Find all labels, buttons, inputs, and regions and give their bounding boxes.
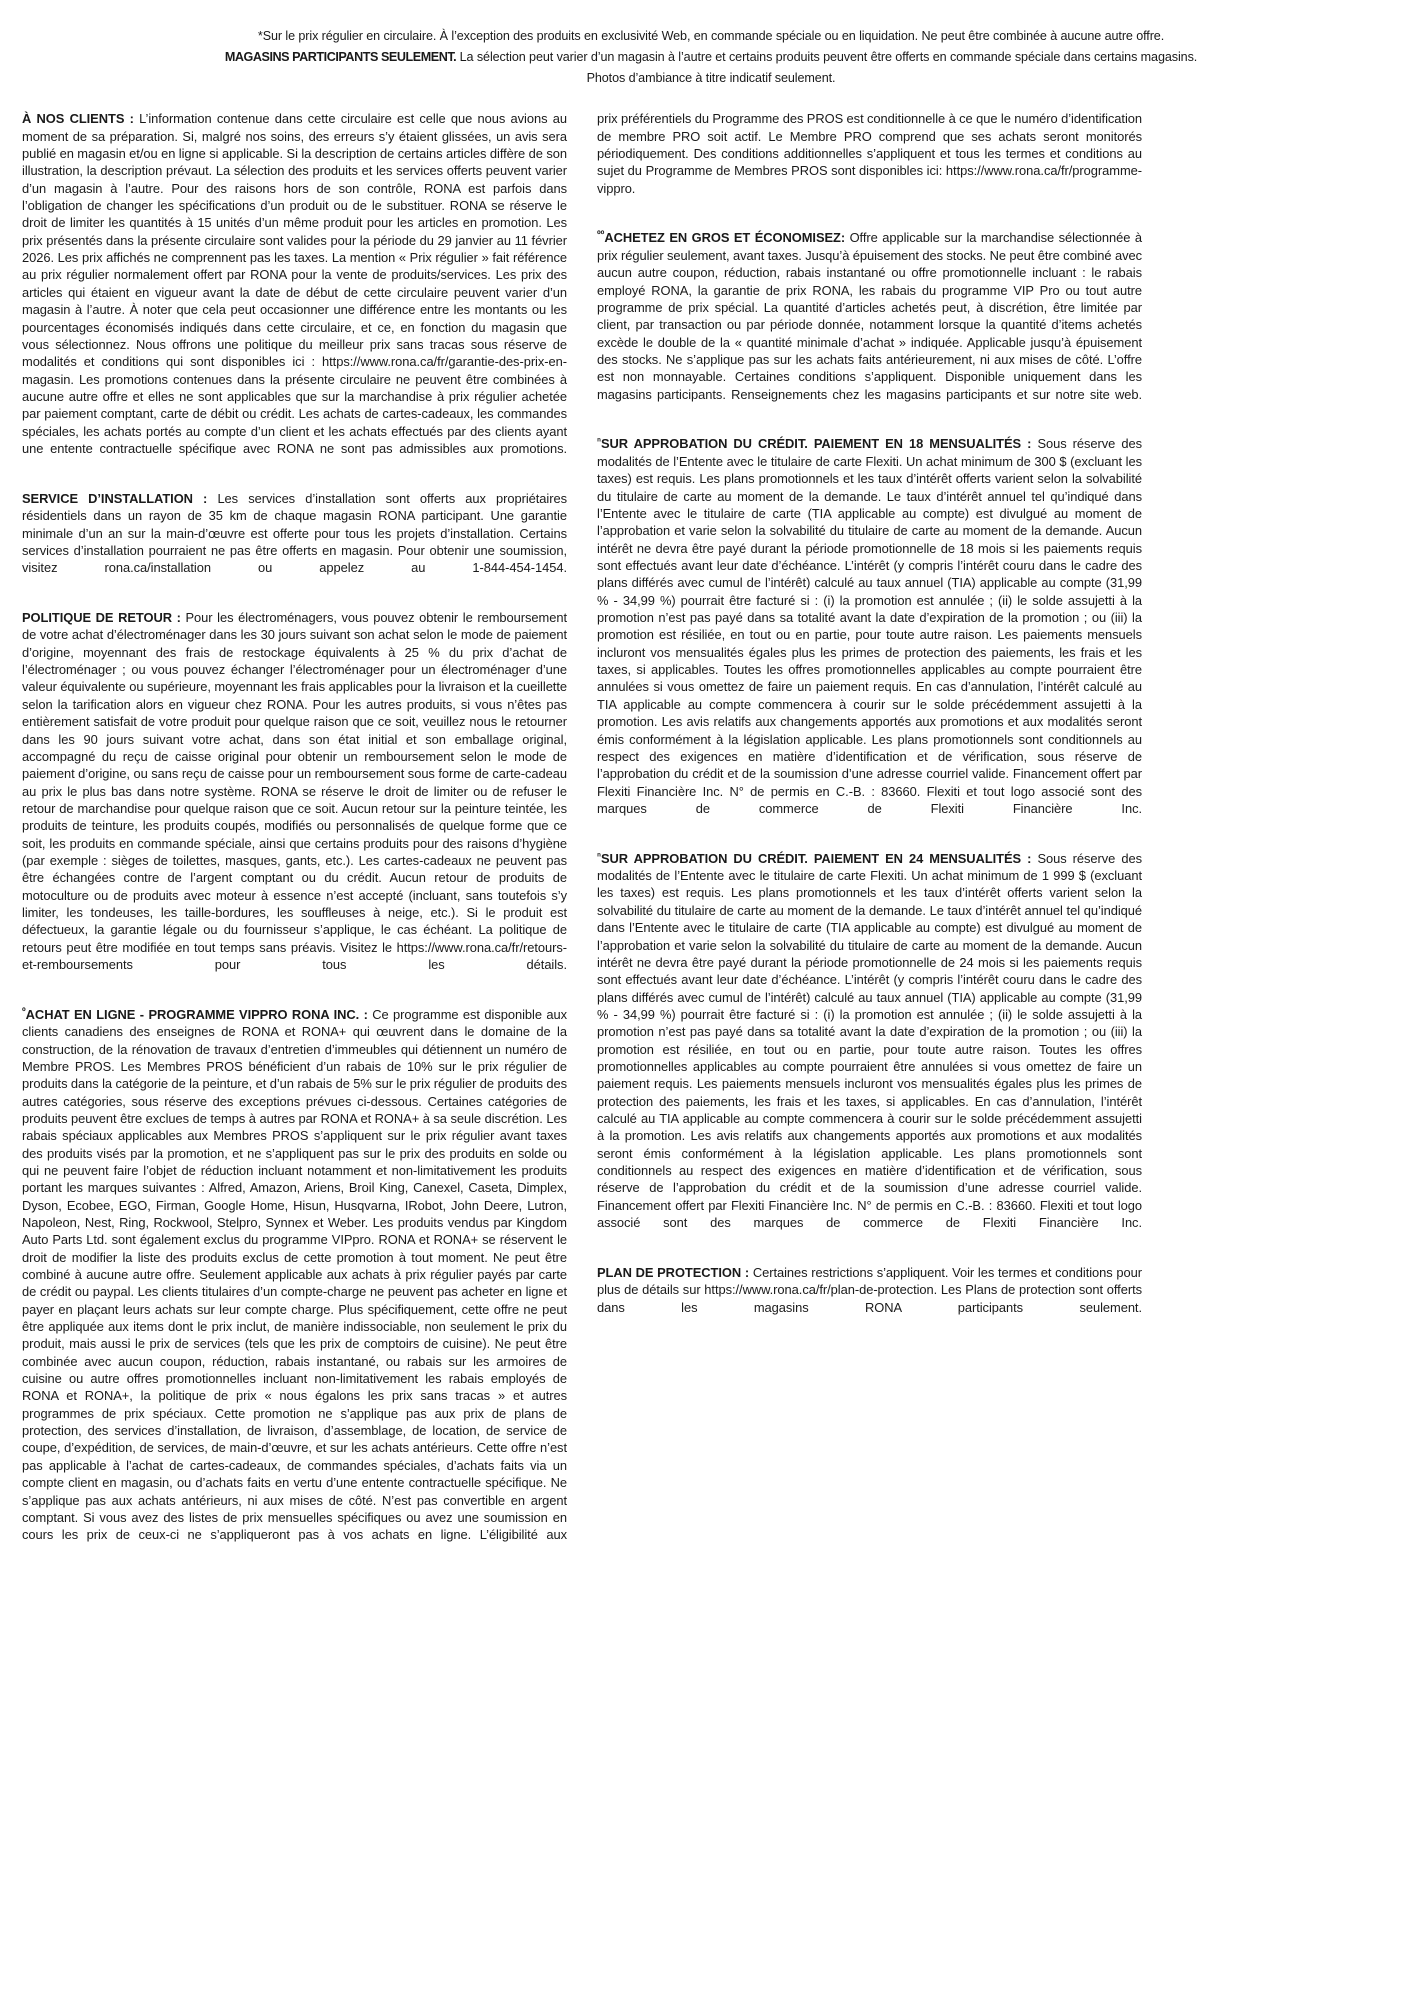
section-a-nos-clients (22, 110, 567, 474)
section-body: prix préférentiels du Programme des PROS est conditionnelle à ce que le numéro d’identification de membre PRO soit actif. Le Membre PRO comprend que ses achats seront monitorés périodiquement. Des conditions additionnelles s’appliquent et tous les termes et conditions au sujet du Programme de Membres PROS sont disponibles ici: https://www.rona.ca/fr/programme-vippro. (597, 111, 1142, 196)
header-line-2 (46, 47, 1376, 67)
page-header (46, 18, 1376, 88)
section-body: Pour les électroménagers, vous pouvez obtenir le remboursement de votre achat d’électroménager dans les 30 jours suivant son achat selon le mode de paiement d’origine, moyennant des frais de restockage équivalents à 25 % du prix d’achat de l’électroménager ; ou vous pouvez échanger l’électroménager pour un électroménager d’une valeur équivalente ou supérieure, moyennant les frais applicables pour la livraison et la cueillette selon la tarification alors en vigueur chez RONA. Pour les autres produits, si vous n’êtes pas entièrement satisfait de votre produit pour quelque raison que ce soit, veuillez nous le retourner dans les 90 jours suivant votre achat, dans son état initial et son emballage original, accompagné du reçu de caisse original pour obtenir un remboursement selon le mode de paiement d’origine, ou sans reçu de caisse pour un remboursement sous forme de carte-cadeau au prix le plus bas dans notre système. RONA se réserve le droit de limiter ou de refuser le retour de marchandise pour quelque raison que ce soit. Aucun retour sur la peinture teintée, les produits de teinture, les produits coupés, modifiés ou personnalisés de quelque forme que ce soit, les produits en commande spéciale, ainsi que certains produits pour des raisons d’hygiène (par exemple : sièges de toilettes, masques, gants, etc.). Les cartes-cadeaux ne peuvent pas être échangées contre de l’argent comptant ou du crédit. Aucun retour de produits de motoculture ou de produits avec moteur à essence n’est accepté (incluant, sans toutefois s’y limiter, les tondeuses, les taille-bordures, les souffleuses à neige, etc.). Si le produit est défectueux, la garantie légale ou du fournisseur s’applique, le cas échéant. La politique de retours peut être modifiée en tout temps sans préavis. Visitez le https://www.rona.ca/fr/retours-et-remboursements pour tous les détails. (22, 610, 567, 972)
header-line-2-text: La sélection peut varier d’un magasin à l’autre et certains produits peuvent être offerts en commande spéciale dans certains magasins. (456, 50, 1198, 65)
section-heading: SUR APPROBATION DU CRÉDIT. PAIEMENT EN 18 MENSUALITÉS : (600, 436, 1032, 452)
section-heading: SERVICE D’INSTALLATION : (22, 490, 208, 506)
left-column (22, 110, 567, 1561)
section-superscript: º (22, 1006, 26, 1018)
section-body: Certaines restrictions s’appliquent. Voir les termes et conditions pour plus de détails sur https://www.rona.ca/fr/plan-de-protection. Les Plans de protection sont offerts dans les magasins RONA participants seulement. (597, 1264, 1142, 1315)
right-column (597, 110, 1142, 1333)
section-achat-en-ligne-vippro (22, 1006, 567, 1561)
section-heading: ACHETEZ EN GROS ET ÉCONOMISEZ: (604, 230, 846, 246)
section-achetez-en-gros (597, 229, 1142, 420)
section-heading: SUR APPROBATION DU CRÉDIT. PAIEMENT EN 24 MENSUALITÉS : (600, 850, 1032, 866)
section-credit-18-mensualites (597, 435, 1142, 834)
section-credit-24-mensualites (597, 850, 1142, 1249)
section-heading: À NOS CLIENTS : (22, 111, 134, 127)
section-service-installation (22, 490, 567, 594)
section-heading: ACHAT EN LIGNE - PROGRAMME VIPPRO RONA INC. : (25, 1006, 368, 1022)
section-superscript: ⁿ (597, 850, 601, 862)
section-body: Sous réserve des modalités de l’Entente avec le titulaire de carte Flexiti. Un achat minimum de 1 999 $ (excluant les taxes) est requis. Les plans promotionnels et les taux d’intérêt offerts varient selon la solvabilité du titulaire de carte au moment de la demande. Le taux d’intérêt annuel tel qu’indiqué dans l’Entente avec le titulaire de carte (TIA applicable au compte) est divulgué au moment de l’approbation et varie selon la solvabilité du titulaire de carte au moment de la demande. Aucun intérêt ne devra être payé durant la période promotionnelle de 24 mois si les paiements requis sont effectués avant leur date d’échéance. L’intérêt (y compris l’intérêt couru dans le cadre des plans différés avec cumul de l’intérêt) calculé au taux annuel (TIA) applicable au compte (31,99 % - 34,99 %) pourrait être facturé si : (i) la promotion est annulée ; (ii) le solde assujetti à la promotion n’est pas payé dans sa totalité avant la date d’expiration de la promotion ; ou (iii) la promotion est résiliée, en tout ou en partie, pour toute autre raison. Toutes les offres promotionnelles applicables au compte pourraient être annulées si vous omettez de faire un paiement requis. Les paiements mensuels incluront vos mensualités égales plus les primes de protection des paiements, les frais et les taxes, si applicables. En cas d’annulation, l’intérêt calculé au TIA applicable au compte commencera à courir sur le solde précédemment assujetti à la promotion. Les avis relatifs aux changements apportés aux promotions et aux modalités seront émis conformément à la législation applicable. Les plans promotionnels sont conditionnels au respect des exigences en matière d’identification et de vérification, sous réserve de l’approbation du crédit et de la soumission d’une adresse courriel valide. Financement offert par Flexiti Financière Inc. N° de permis en C.-B. : 83660. Flexiti et tout logo associé sont des marques de commerce de Flexiti Financière Inc. (597, 850, 1142, 1231)
section-body: Offre applicable sur la marchandise sélectionnée à prix régulier seulement, avant taxes. Jusqu’à épuisement des stocks. Ne peut être combiné avec aucun autre coupon, réduction, rabais instantané ou offre promotionnelle incluant : le rabais employé RONA, la garantie de prix RONA, les rabais du programme VIP Pro ou tout autre programme de prix spécial. La quantité d’articles achetés peut, à discrétion, être limitée par client, par transaction ou par période donnée, notamment lorsque la quantité d’items achetés excède le double de la « quantité minimale d’achat » indiquée. Applicable jusqu’à épuisement des stocks. Ne s’applique pas sur les achats faits antérieurement, ni aux mises de côté. L’offre est non monnayable. Certaines conditions s’appliquent. Disponible uniquement dans les magasins participants. Renseignements chez les magasins participants et sur notre site web. (597, 230, 1143, 402)
section-body: Sous réserve des modalités de l’Entente avec le titulaire de carte Flexiti. Un achat minimum de 300 $ (excluant les taxes) est requis. Les plans promotionnels et les taux d’intérêt offerts varient selon la solvabilité du titulaire de carte au moment de la demande. Le taux d’intérêt annuel tel qu’indiqué dans l’Entente avec le titulaire de carte (TIA applicable au compte) est divulgué au moment de l’approbation et varie selon la solvabilité du titulaire de carte au moment de la demande. Aucun intérêt ne devra être payé durant la période promotionnelle de 18 mois si les paiements requis sont effectués avant leur date d’échéance. L’intérêt (y compris l’intérêt couru dans le cadre des plans différés avec cumul de l’intérêt) calculé au taux annuel (TIA) applicable au compte (31,99 % - 34,99 %) pourrait être facturé si : (i) la promotion est annulée ; (ii) le solde assujetti à la promotion n’est pas payé dans sa totalité avant la date d’expiration de la promotion ; ou (iii) la promotion est résiliée, en tout ou en partie, pour toute autre raison. Les paiements mensuels incluront vos mensualités égales plus les primes de protection des paiements, les frais et les taxes, si applicables. Toutes les offres promotionnelles applicables au compte pourraient être annulées si vous omettez de faire un paiement requis. En cas d’annulation, l’intérêt calculé au TIA applicable au compte commencera à courir sur le solde précédemment assujetti à la promotion. Les avis relatifs aux changements apportés aux promotions et aux modalités seront émis conformément à la législation applicable. Les plans promotionnels sont conditionnels au respect des exigences en matière d’identification et de vérification, sous réserve de l’approbation du crédit et de la soumission d’une adresse courriel valide. Financement offert par Flexiti Financière Inc. N° de permis en C.-B. : 83660. Flexiti et tout logo associé sont des marques de commerce de Flexiti Financière Inc. (597, 436, 1142, 816)
section-politique-de-retour (22, 609, 567, 991)
section-heading: POLITIQUE DE RETOUR : (22, 610, 181, 626)
participating-stores-label: MAGASINS PARTICIPANTS SEULEMENT. (224, 50, 457, 65)
section-body: Ce programme est disponible aux clients canadiens des enseignes de RONA et RONA+ qui œuvrent dans le domaine de la construction, de la rénovation de travaux d’entretien d’immeubles qui détiennent un numéro de Membre PROS. Les Membres PROS bénéficient d’un rabais de 10% sur le prix régulier de produits dans la catégorie de la peinture, et d’un rabais de 5% sur le prix régulier de produits des autres catégories, sous réserve des exceptions prévues ci-dessous. Certaines catégories de produits peuvent être exclues de temps à autres par RONA et RONA+ à sa seule discrétion. Les rabais spéciaux applicables aux Membres PROS s’appliquent sur le prix régulier avant taxes des produits visés par la promotion, et ne s’appliquent pas sur le prix des produits en solde ou qui ne peuvent faire l’objet de réduction incluant notamment et non-limitativement les produits portant les marques suivantes : Alfred, Amazon, Ariens, Broil King, Canexel, Caseta, Dimplex, Dyson, Ecobee, EGO, Firman, Google Home, Hisun, Husqvarna, IRobot, John Deere, Lutron, Napoleon, Nest, Ring, Rockwool, Stelpro, Synnex et Weber. Les produits vendus par Kingdom Auto Parts Ltd. sont également exclus du programme VIPpro. RONA et RONA+ se réservent le droit de modifier la liste des produits exclus de cette promotion à tout moment. Ne peut être combiné à aucune autre offre. Seulement applicable aux achats à prix régulier payés par carte de crédit ou paypal. Les clients titulaires d’un compte-charge ne peuvent pas acheter en ligne et payer en plaçant leurs achats sur leur compte charge. Plus spécifiquement, cette offre ne peut être appliquée aux items dont le prix inclut, de manière indissociable, non seulement le prix du produit, mais aussi le prix de services (tels que les prix de comptoirs de cuisine). Ne peut être combinée avec aucun coupon, réduction, rabais instantané, ou rabais sur les armoires de cuisine ou autre offres promotionnelles incluant non-limitativement les rabais employés de RONA et RONA+, la politique de prix « nous égalons les prix sans tracas » et autres programmes de prix spéciaux. Cette promotion ne s’applique pas aux prix de plans de protection, des services d’installation, de livraison, d’assemblage, de location, de service de coupe, d’expédition, de services, de main-d’œuvre, et sur les achats antérieurs. Cette offre n’est pas applicable à l’achat de cartes-cadeaux, de commandes spéciales, d’achats faits via un compte client en magasin, ou d’achats faits en vertu d’une entente contractuelle spécifique. Ne s’applique pas aux achats antérieurs, ni aux mises de côté. N’est pas convertible en argent comptant. Si vous avez des listes de prix mensuelles spécifiques ou avez une soumission en cours les prix de ceux-ci ne s’appliqueront pas à vos achats en ligne. L’éligibilité aux (22, 1006, 567, 1543)
section-body: Les services d’installation sont offerts aux propriétaires résidentiels dans un rayon de 35 km de chaque magasin RONA participant. Une garantie minimale d’un an sur la main-d’œuvre est offerte pour tous les projets d’installation. Certains services d’installation pourraient ne pas être offerts en magasin. Pour obtenir une soumission, visitez rona.ca/installation ou appelez au 1-844-454-1454. (22, 490, 567, 576)
section-vippro-continued (597, 110, 1142, 214)
section-heading: PLAN DE PROTECTION : (597, 1264, 750, 1280)
section-plan-de-protection (597, 1264, 1142, 1334)
section-superscript: ºº (597, 230, 605, 242)
header-line-3: Photos d’ambiance à titre indicatif seulement. (586, 70, 836, 85)
body-columns (22, 110, 1400, 1561)
header-line-1: *Sur le prix régulier en circulaire. À l’exception des produits en exclusivité Web, en commande spéciale ou en liquidation. Ne peut être combinée à aucune autre offre. (257, 29, 1165, 43)
section-body: L’information contenue dans cette circulaire est celle que nous avions au moment de sa préparation. Si, malgré nos soins, des erreurs s’y étaient glissées, un avis sera publié en magasin et/ou en ligne si applicable. Si la description de certains articles diffère de son illustration, la description prévaut. La sélection des produits et les services offerts peuvent varier d’un magasin à l’autre. Pour des raisons hors de son contrôle, RONA est parfois dans l’obligation de changer les spécifications d’un produit ou de le substituer. RONA se réserve le droit de limiter les quantités à 15 unités d’un même produit pour les articles en promotion. Les prix présentés dans la présente circulaire sont valides pour la période du 29 janvier au 11 février 2026. Les prix affichés ne comprennent pas les taxes. La mention « Prix régulier » fait référence au prix régulier normalement offert par RONA pour la vente de produits/services. Les prix des articles qui étaient en vigueur avant la date de début de cette circulaire peuvent varier d’un magasin à l’autre. À noter que cela peut occasionner une différence entre les montants ou les pourcentages économisés indiqués dans cette circulaire, et ce, en fonction du magasin que vous sélectionnez. Nous offrons une politique du meilleur prix sans tracas sous réserve de modalités et conditions qui sont disponibles ici : https://www.rona.ca/fr/garantie-des-prix-en-magasin. Les promotions contenues dans la présente circulaire ne peuvent être combinées à aucune autre offre et elles ne sont applicables que sur la marchandise à prix régulier achetée par paiement comptant, carte de débit ou crédit. Les achats de cartes-cadeaux, les commandes spéciales, les achats portés au compte d’un client et les achats effectués par des clients ayant une entente contractuelle spécifique avec RONA ne sont pas admissibles aux promotions. (22, 111, 567, 456)
section-superscript: ⁿ (597, 436, 601, 448)
